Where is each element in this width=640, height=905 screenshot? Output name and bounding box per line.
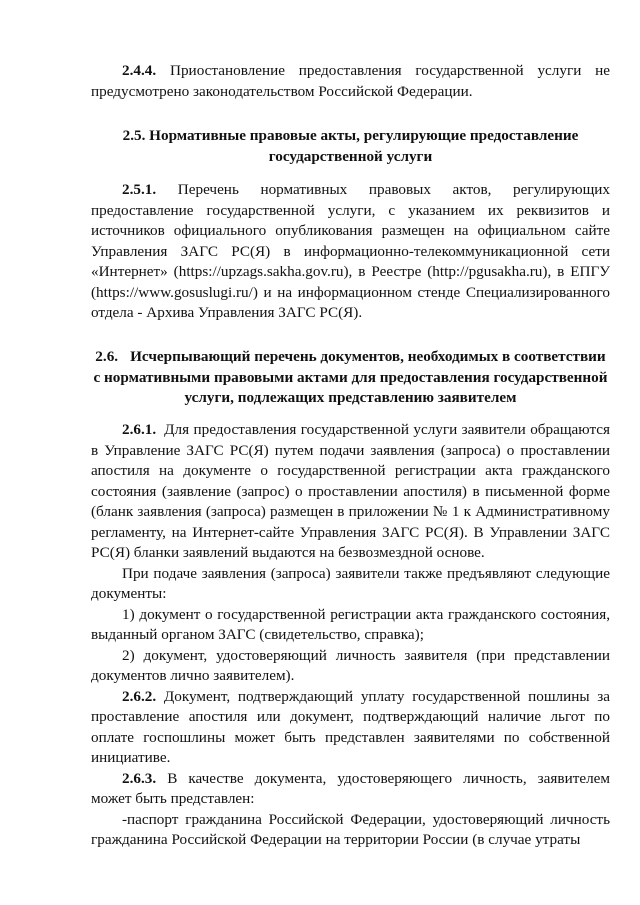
paragraph bbox=[91, 769, 610, 810]
paragraph-text: Перечень нормативных правовых актов, регулирующих предоставление государственной услуги, с указанием их реквизитов и источников официального опубликования размещен на официальном сайте Управления ЗАГС РС(Я) в информационно-телекоммуникационной сети «Интернет» (https://upzags.sakha.gov.ru), в Реестре (http://pgusakha.ru), в ЕПГУ (https://www.gosuslugi.ru/) и на информационном стенде Специализированного отдела - Архива Управления ЗАГС РС(Я). bbox=[91, 181, 610, 321]
heading-line bbox=[91, 347, 610, 368]
section-2-6-1 bbox=[91, 420, 610, 851]
list-item: 1) документ о государственной регистрации акта гражданского состояния, выданный органом ЗАГС (свидетельство, справка); bbox=[91, 605, 610, 643]
section-number: 2.4.4. bbox=[122, 62, 157, 79]
section-number: 2.6.1. bbox=[122, 421, 157, 438]
heading-number: 2.6. bbox=[95, 348, 119, 365]
paragraph bbox=[91, 687, 610, 769]
section-number: 2.5.1. bbox=[122, 181, 157, 198]
heading-2-6 bbox=[91, 347, 610, 409]
paragraph: При подаче заявления (запроса) заявители также предъявляют следующие документы: bbox=[91, 564, 610, 602]
paragraph bbox=[91, 180, 610, 324]
heading-line: 2.5. Нормативные правовые акты, регулирующие предоставление bbox=[122, 127, 579, 144]
heading-text: Исчерпывающий перечень документов, необходимых в соответствии bbox=[130, 348, 606, 365]
section-2-4-4 bbox=[91, 61, 610, 102]
heading-line: государственной услуги bbox=[268, 147, 433, 165]
list-item: 2) документ, удостоверяющий личность заявителя (при представлении документов лично заявителем). bbox=[91, 646, 610, 684]
section-number: 2.6.2. bbox=[122, 687, 157, 705]
paragraph: -паспорт гражданина Российской Федерации, удостоверяющий личность гражданина Российской Федерации на территории России (в случае утраты bbox=[91, 810, 610, 848]
paragraph-text: Документ, подтверждающий уплату государственной пошлины за проставление апостиля или документ, подтверждающий наличие льгот по оплате госпошлины может быть представлен заявителями по собственной инициативе. bbox=[91, 687, 610, 766]
section-2-5-1 bbox=[91, 180, 610, 324]
paragraph bbox=[91, 61, 610, 102]
paragraph-text: В качестве документа, удостоверяющего личность, заявителем может быть представлен: bbox=[91, 769, 611, 807]
heading-line: услуги, подлежащих представлению заявителем bbox=[184, 389, 517, 406]
paragraph-text: Для предоставления государственной услуги заявители обращаются в Управление ЗАГС РС(Я) путем подачи заявления (запроса) о проставлении апостиля на документе о государственной регистрации акта гражданского состояния (заявление (запрос) о проставлении апостиля) в письменной форме (бланк заявления (запроса) размещен в приложении № 1 к Административному регламенту, на Интернет-сайте Управления ЗАГС РС(Я). В Управлении ЗАГС РС(Я) бланки заявлений выдаются на безвозмездной основе. bbox=[91, 421, 610, 561]
section-number: 2.6.3. bbox=[122, 769, 157, 787]
paragraph bbox=[91, 420, 610, 564]
paragraph-text: Приостановление предоставления государственной услуги не предусмотрено законодательством Российской Федерации. bbox=[91, 62, 611, 100]
heading-line: с нормативными правовыми актами для предоставления государственной bbox=[93, 368, 608, 386]
heading-2-5 bbox=[91, 126, 610, 167]
